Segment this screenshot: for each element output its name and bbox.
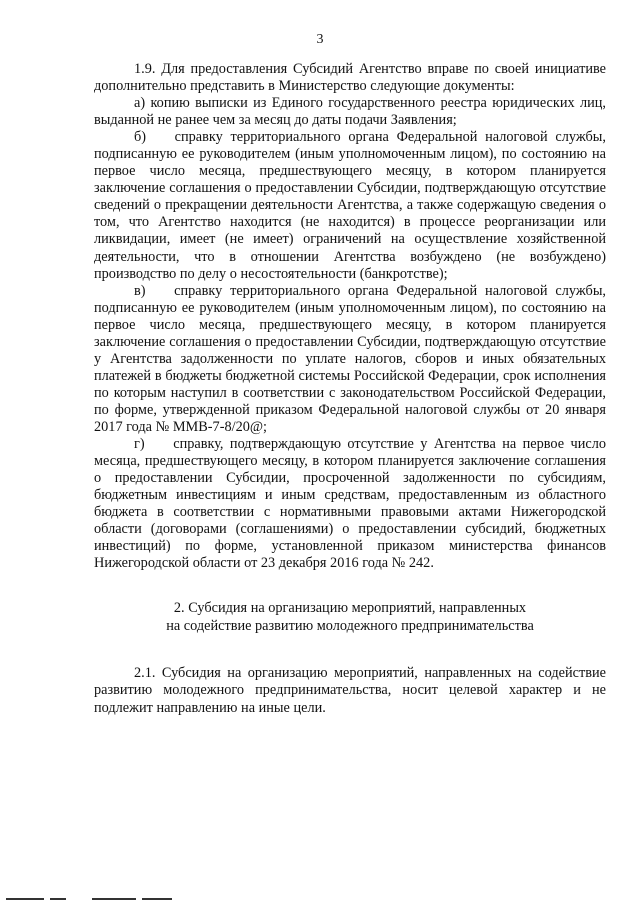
list-item-v: в) справку территориального органа Федеральной налоговой службы, подписанную ее руководителем (иным уполномоченным лицом), по состоянию на первое число месяца, предшествующего месяцу, в котором планируется заключение соглашения о предоставлении Субсидии, подтверждающую отсутствие у Агентства задолженности по уплате налогов, сборов и иных обязательных платежей в бюджеты бюджетной системы Российской Федерации, срок исполнения по которым наступил в соответствии с законодательством Российской Федерации, по форме, утвержденной приказом Федеральной налоговой службы от 20 января 2017 года № ММВ-7-8/20@; [94, 282, 606, 435]
page-number: 3 [316, 32, 324, 47]
list-item-b: б) справку территориального органа Федеральной налоговой службы, подписанную ее руководителем (иным уполномоченным лицом), по состоянию на первое число месяца, предшествующего месяцу, в котором планируется заключение соглашения о предоставлении Субсидии, подтверждающую отсутствие сведений о прекращении деятельности Агентства, а также содержащую сведения о том, что Агентство находится (не находится) в процессе реорганизации или ликвидации, имеет (не имеет) ограничений на осуществление хозяйственной деятельности, что в отношении Агентства возбуждено (не возбуждено) производство по делу о несостоятельности (банкротстве); [94, 129, 606, 282]
list-item-a: а) копию выписки из Единого государственного реестра юридических лиц, выданной не ранее чем за месяц до даты подачи Заявления; [94, 95, 606, 129]
footer-mark [50, 898, 66, 900]
paragraph-1-9: 1.9. Для предоставления Субсидий Агентство вправе по своей инициативе дополнительно представить в Министерство следующие документы: [94, 61, 606, 95]
section-heading [94, 600, 606, 635]
footer-mark [142, 898, 172, 900]
footer-scan-marks [0, 895, 640, 905]
footer-mark [92, 898, 136, 900]
section-heading-line-1: 2. Субсидия на организацию мероприятий, направленных [173, 600, 527, 617]
footer-mark [6, 898, 44, 900]
section-heading-line-2: на содействие развитию молодежного предпринимательства [166, 617, 534, 634]
document-body [94, 61, 606, 717]
list-item-g: г) справку, подтверждающую отсутствие у Агентства на первое число месяца, предшествующего месяцу, в котором планируется заключение соглашения о предоставлении Субсидии, просроченной задолженности по субсидиям, бюджетным инвестициям и иным средствам, предоставленным из областного бюджета в соответствии с нормативными правовыми актами Нижегородской области (договорами (соглашениями) о предоставлении субсидий, бюджетных инвестиций) по форме, установленной приказом министерства финансов Нижегородской области от 23 декабря 2016 года № 242. [94, 436, 606, 572]
paragraph-2-1: 2.1. Субсидия на организацию мероприятий, направленных на содействие развитию молодежного предпринимательства, носит целевой характер и не подлежит направлению на иные цели. [94, 665, 606, 716]
